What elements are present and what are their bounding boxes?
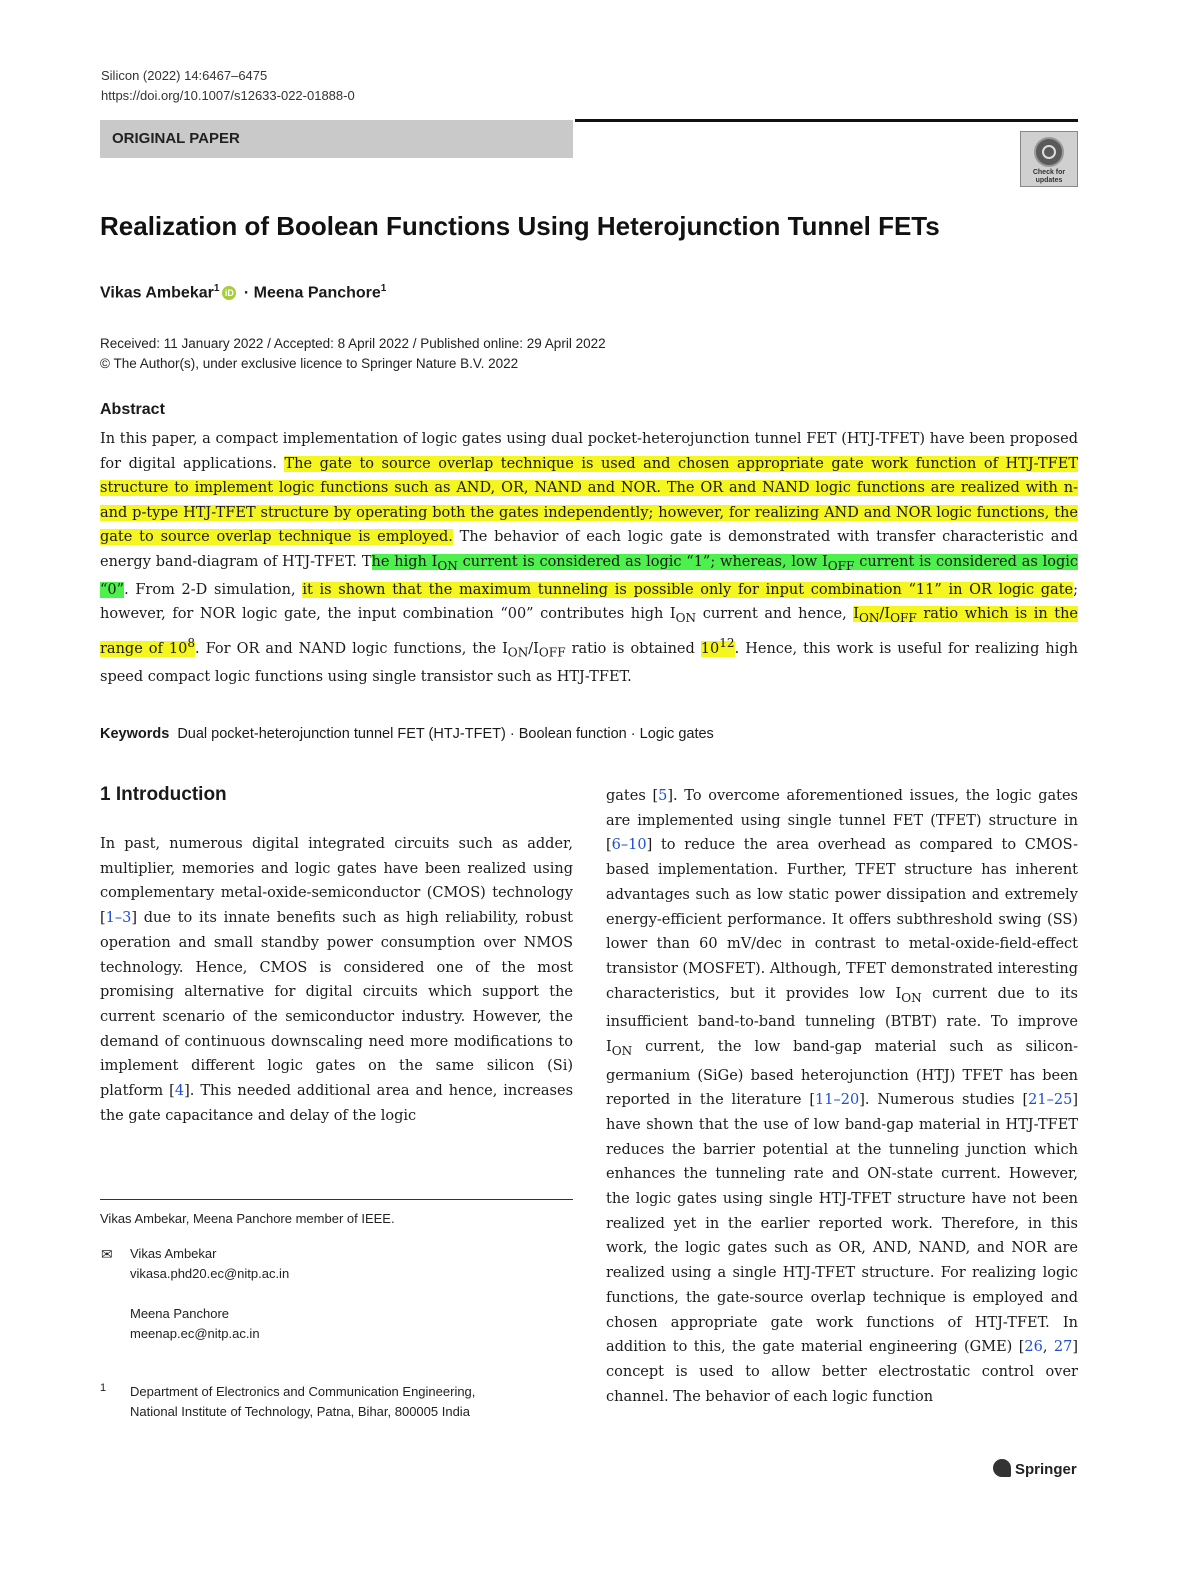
text-run: current due to its insufficient band-to-band tunneling (BTBT) rate. To improve I [606,985,1078,1055]
journal-citation: Silicon (2022) 14:6467–6475 [101,68,268,83]
citation-link[interactable]: 5 [658,788,668,804]
affiliation-line: Department of Electronics and Communication Engineering, [130,1384,476,1399]
text-run: I [853,606,860,623]
text-run: current, the low band-gap material such as silicon-germanium (SiGe) based heterojunction (HTJ) TFET has been reported in the literature [ [606,1038,1078,1109]
publication-dates [100,334,606,374]
history-line: Received: 11 January 2022 / Accepted: 8 April 2022 / Published online: 29 April 2022 [100,336,606,351]
contact-email[interactable]: vikasa.phd20.ec@nitp.ac.in [130,1266,290,1281]
text-run: current and hence, [696,606,854,623]
text-run: ] have shown that the use of low band-gap material in HTJ-TFET reduces the barrier potential at the tunneling junction which enhances the tunneling rate and ON-state current. However, the logic gates using single HTJ-TFET structure have not been realized yet in the earlier reported work. Therefore, in this work, the logic gates such as OR, AND, NAND, and NOR are realized using a single HTJ-TFET structure. For realizing logic functions, the gate-source overlap technique is employed and chosen appropriate gate work functions of HTJ-TFET. In addition to this, the gate material engineering (GME) [ [606,1092,1078,1356]
text-run: ratio is obtained [565,640,701,657]
abstract-text [100,427,1078,690]
text-run: ]. Numerous studies [ [859,1092,1029,1109]
footnote-divider [100,1199,573,1200]
text-run: ] concept is used to allow better electrostatic control over channel. The behavior of each logic function [606,1339,1078,1405]
subscript: ON [901,990,922,1005]
affiliation-mark: 1 [213,283,220,294]
corresponding-author-1 [130,1244,289,1284]
paper-title: Realization of Boolean Functions Using Heterojunction Tunnel FETs [100,211,940,241]
author-name[interactable]: Meena Panchore [253,284,381,302]
section-heading-introduction: 1 Introduction [100,784,227,805]
citation-link[interactable]: 11–20 [815,1092,860,1109]
intro-column-left [100,832,573,1128]
subscript: ON [859,611,880,626]
text-run: ; however, for NOR logic gate, the input combination “00” contributes high I [100,581,1079,623]
citation-link[interactable]: 1–3 [105,910,132,927]
intro-column-right [606,784,1078,1409]
contact-name: Meena Panchore [130,1306,230,1321]
highlight-yellow [700,635,735,657]
text-run: . From 2-D simulation, [124,581,303,598]
subscript: OFF [827,558,855,573]
paper-type-banner: ORIGINAL PAPER [100,120,573,158]
affiliation [130,1382,475,1422]
doi-link[interactable]: https://doi.org/10.1007/s12633-022-01888-0 [101,88,355,103]
corresponding-author-2 [130,1304,260,1344]
text-run: ] to reduce the area overhead as compared to CMOS-based implementation. Further, TFET structure has inherent advantages such as low static power dissipation and extremely energy-efficient performance. It offers subthreshold swing (SS) lower than 60 mV/dec in contrast to metal-oxide-field-effect transistor (MOSFET). Although, TFET demonstrated interesting characteristics, but it provides low I [606,837,1078,1002]
superscript: 12 [719,635,735,650]
citation-link[interactable]: 21–25 [1028,1092,1073,1109]
update-icon [1034,137,1064,167]
abstract-heading: Abstract [100,401,165,418]
text-run: ] due to its innate benefits such as high reliability, robust operation and small standby power consumption over NMOS technology. Hence, CMOS is considered one of the most promising alternative for digital circuits which support the current scenario of the semiconductor industry. However, the demand of continuous downscaling need more modifications to implement different logic gates on the same silicon (Si) platform [ [100,910,573,1100]
keywords [100,723,714,745]
author-line [100,276,386,306]
journal-info [101,66,355,106]
text-run: current is considered as logic “1”; whereas, low I [457,553,828,570]
keywords-list: Dual pocket-heterojunction tunnel FET (HTJ-TFET) · Boolean function · Logic gates [177,726,714,742]
citation-link[interactable]: 4 [174,1083,185,1100]
author-name[interactable]: Vikas Ambekar [100,284,214,302]
footnote-membership: Vikas Ambekar, Meena Panchore member of IEEE. [100,1211,395,1226]
text-run: current is considered as logic “0” [100,553,1079,598]
check-for-updates-badge[interactable] [1020,131,1078,187]
affiliation-mark: 1 [380,283,387,294]
text-run: ratio which is in the range of 10 [100,606,1079,657]
affiliation-line: National Institute of Technology, Patna, Bihar, 800005 India [130,1404,470,1419]
subscript: ON [611,1043,633,1058]
text-run: , [1042,1339,1054,1356]
text-run: 10 [700,640,720,657]
subscript: ON [437,558,458,573]
header-rule [575,119,1078,122]
citation-link[interactable]: 27 [1053,1339,1073,1356]
contact-email[interactable]: meenap.ec@nitp.ac.in [130,1326,260,1341]
publisher-logo [993,1458,1077,1482]
text-run: In this paper, a compact implementation of logic gates using dual pocket-heterojunction tunnel FET (HTJ-TFET) have been proposed for digital applications. [100,431,1078,472]
subscript: OFF [538,645,566,660]
springer-horse-icon [993,1459,1011,1477]
text-run: In past, numerous digital integrated circuits such as adder, multiplier, memories and logic gates have been realized using complementary metal-oxide-semiconductor (CMOS) technology [ [100,836,573,927]
subscript: ON [675,611,697,626]
text-run: gates [ [606,788,659,804]
text-run: . For OR and NAND logic functions, the I [195,640,508,657]
highlight-yellow: The gate to source overlap technique is used and chosen appropriate gate work function of HTJ-TFET structure to implement logic functions such as AND, OR, NAND and NOR. The OR and NAND logic functions are realized with n- and p-type HTJ-TFET structure by operating both the gates independently; however, for realizing AND and NOR logic functions, the gate to source overlap technique is employed. [100,455,1078,545]
highlight-yellow: it is shown that the maximum tunneling is possible only for input combination “11” in OR logic gate [302,581,1074,598]
keywords-label: Keywords [100,726,170,742]
orcid-icon[interactable]: iD [222,286,236,300]
text-run: ]. This needed additional area and hence, increases the gate capacitance and delay of the logic [100,1083,574,1124]
mail-icon: ✉ [101,1246,113,1262]
contact-name: Vikas Ambekar [130,1246,217,1261]
citation-link[interactable]: 6–10 [611,837,647,854]
superscript: 8 [187,635,196,650]
affiliation-number: 1 [100,1382,107,1394]
subscript: ON [507,645,529,660]
text-run: /I [528,640,539,657]
text-run: . Hence, this work is useful for realizing high speed compact logic functions using single transistor such as HTJ-TFET. [100,640,1078,685]
text-run: /I [879,606,891,623]
badge-label: Check for updates [1032,169,1066,184]
text-run: ]. To overcome aforementioned issues, the logic gates are implemented using single tunnel FET (TFET) structure in [ [606,788,1078,854]
text-run: he high I [371,553,438,570]
publisher-name: Springer [1015,1461,1077,1478]
author-separator: · [239,284,254,302]
subscript: OFF [890,611,917,626]
copyright-line: © The Author(s), under exclusive licence to Springer Nature B.V. 2022 [100,356,519,371]
text-run: The behavior of each logic gate is demonstrated with transfer characteristic and energy band-diagram of HTJ-TFET. T [100,529,1078,570]
citation-link[interactable]: 26 [1024,1339,1043,1356]
